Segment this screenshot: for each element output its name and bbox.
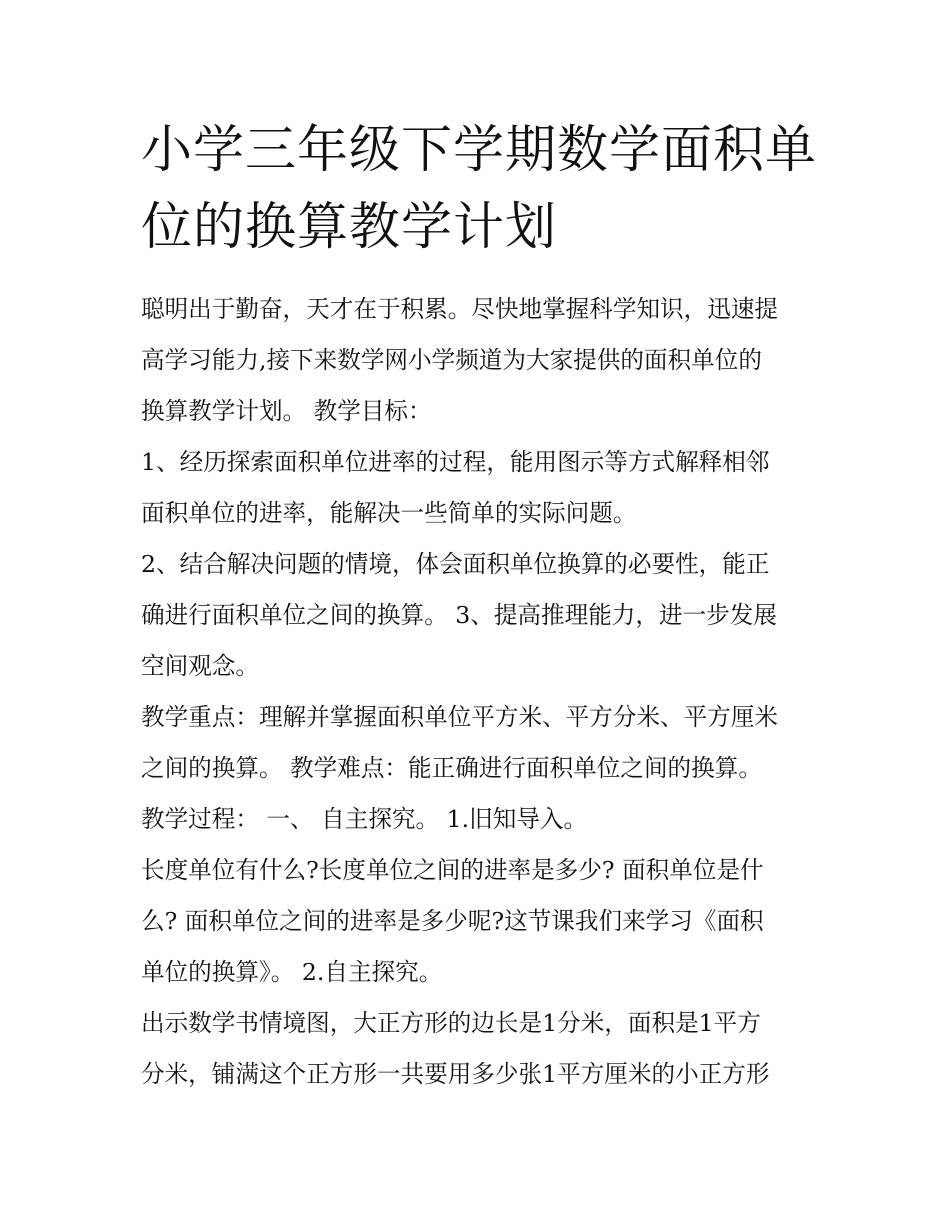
objective-2-paragraph: [141, 539, 821, 692]
document-title: [141, 112, 821, 266]
text-line: 面积单位的进率，能解决一些简单的实际问题。: [141, 499, 637, 527]
text-line: 么? 面积单位之间的进率是多少呢?这节课我们来学习《面积: [141, 907, 764, 935]
text-line: 分米，铺满这个正方形一共要用多少张1平方厘米的小正方形: [141, 1060, 770, 1088]
key-points-paragraph: [141, 692, 821, 794]
text-line: 之间的换算。 教学难点：能正确进行面积单位之间的换算。: [141, 754, 762, 782]
process-paragraph: [141, 794, 821, 845]
text-line: 2、结合解决问题的情境，体会面积单位换算的必要性，能正: [141, 550, 770, 578]
review-paragraph: [141, 845, 821, 998]
document-page: [141, 112, 821, 1100]
text-line: 换算教学计划。 教学目标：: [141, 397, 432, 425]
text-line: 聪明出于勤奋，天才在于积累。尽快地掌握科学知识，迅速提: [141, 295, 779, 323]
text-line: 确进行面积单位之间的换算。 3、提高推理能力，进一步发展: [141, 601, 777, 629]
objective-1-paragraph: [141, 437, 821, 539]
exploration-paragraph: [141, 998, 821, 1100]
text-line: 长度单位有什么?长度单位之间的进率是多少? 面积单位是什: [141, 856, 764, 884]
text-line: 单位的换算》。 2.自主探究。: [141, 958, 443, 986]
document-body: [141, 284, 821, 1100]
text-line: 教学重点：理解并掌握面积单位平方米、平方分米、平方厘米: [141, 703, 779, 731]
text-line: 1、经历探索面积单位进率的过程，能用图示等方式解释相邻: [141, 448, 770, 476]
title-line: 位的换算教学计划: [141, 198, 558, 257]
text-line: 空间观念。: [141, 652, 259, 680]
text-line: 出示数学书情境图，大正方形的边长是1分米，面积是1平方: [141, 1009, 761, 1037]
intro-paragraph: [141, 284, 821, 437]
text-line: 教学过程： 一、 自主探究。 1.旧知导入。: [141, 805, 588, 833]
title-line: 小学三年级下学期数学面积单: [141, 121, 818, 180]
text-line: 高学习能力,接下来数学网小学频道为大家提供的面积单位的: [141, 346, 762, 374]
